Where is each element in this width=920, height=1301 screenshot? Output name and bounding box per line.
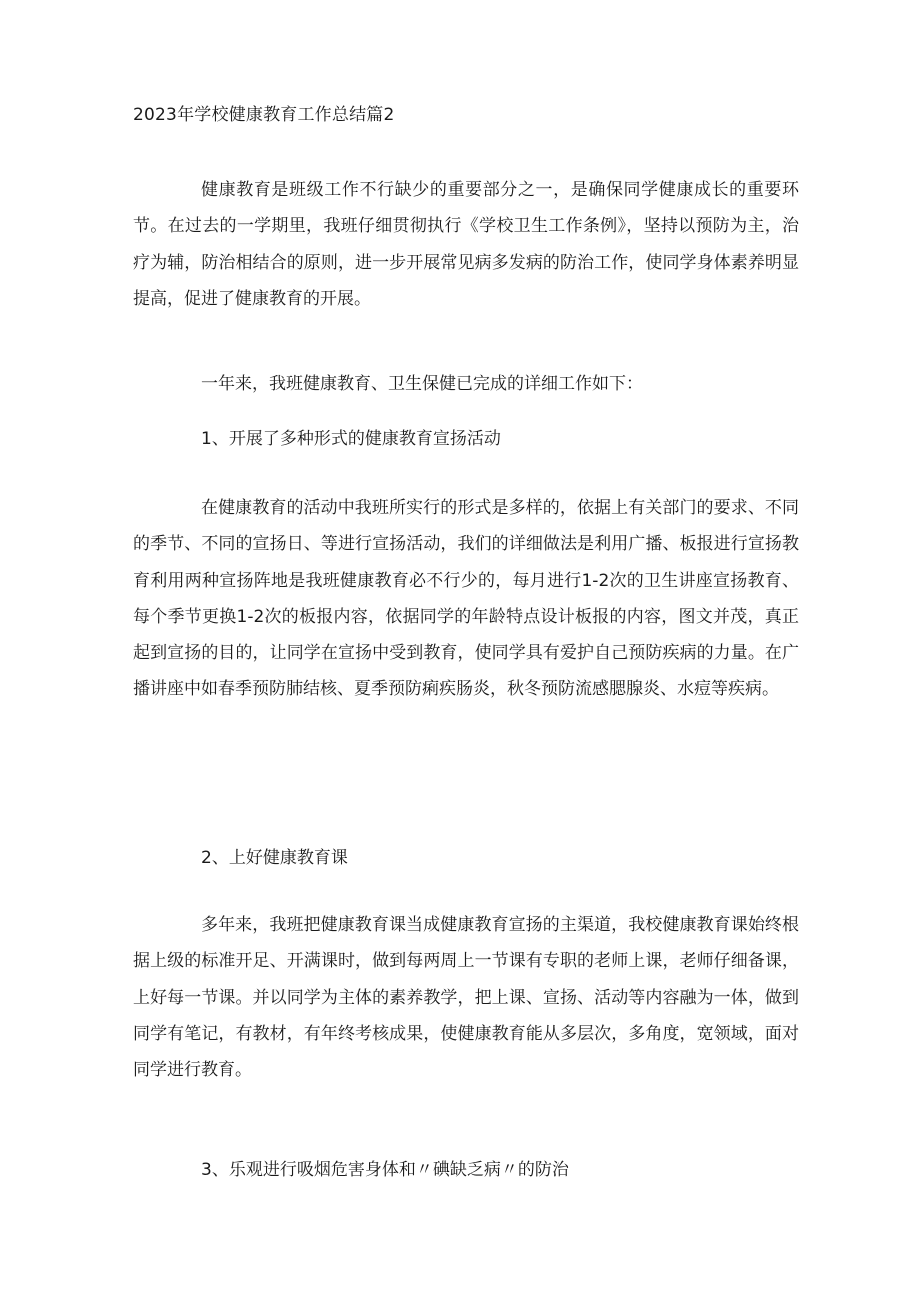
paragraph-section-1: 在健康教育的活动中我班所实行的形式是多样的，依据上有关部门的要求、不同的季节、不同的宣扬日、等进行宣扬活动，我们的详细做法是利用广播、板报进行宣扬教育利用两种宣扬阵地是我班健康教育必不行少的，每月进行1-2次的卫生讲座宣扬教育、每个季节更换1-2次的板报内容，依据同学的年龄特点设计板报的内容，图文并茂，真正起到宣扬的目的，让同学在宣扬中受到教育，使同学具有爱护自己预防疾病的力量。在广播讲座中如春季预防肺结核、夏季预防痢疾肠炎，秋冬预防流感腮腺炎、水痘等疾病。 (133, 498, 799, 700)
paragraph-intro: 健康教育是班级工作不行缺少的重要部分之一，是确保同学健康成长的重要环节。在过去的一学期里，我班仔细贯彻执行《学校卫生工作条例》，坚持以预防为主，治疗为辅，防治相结合的原则，进一步开展常见病多发病的防治工作，使同学身体素养明显提高，促进了健康教育的开展。 (133, 180, 799, 309)
section-heading-3: 3、乐观进行吸烟危害身体和〃碘缺乏病〃的防治 (201, 1160, 569, 1180)
paragraph-summary: 一年来，我班健康教育、卫生保健已完成的详细工作如下： (201, 374, 643, 394)
section-heading-2: 2、上好健康教育课 (201, 848, 348, 868)
paragraph-section-2: 多年来，我班把健康教育课当成健康教育宣扬的主渠道，我校健康教育课始终根据上级的标准开足、开满课时，做到每两周上一节课有专职的老师上课，老师仔细备课，上好每一节课。并以同学为主体的素养教学，把上课、宣扬、活动等内容融为一体，做到同学有笔记，有教材，有年终考核成果，使健康教育能从多层次，多角度，宽领域，面对同学进行教育。 (133, 915, 799, 1081)
document-title: 2023年学校健康教育工作总结篇2 (133, 105, 395, 125)
section-heading-1: 1、开展了多种形式的健康教育宣扬活动 (201, 429, 501, 449)
